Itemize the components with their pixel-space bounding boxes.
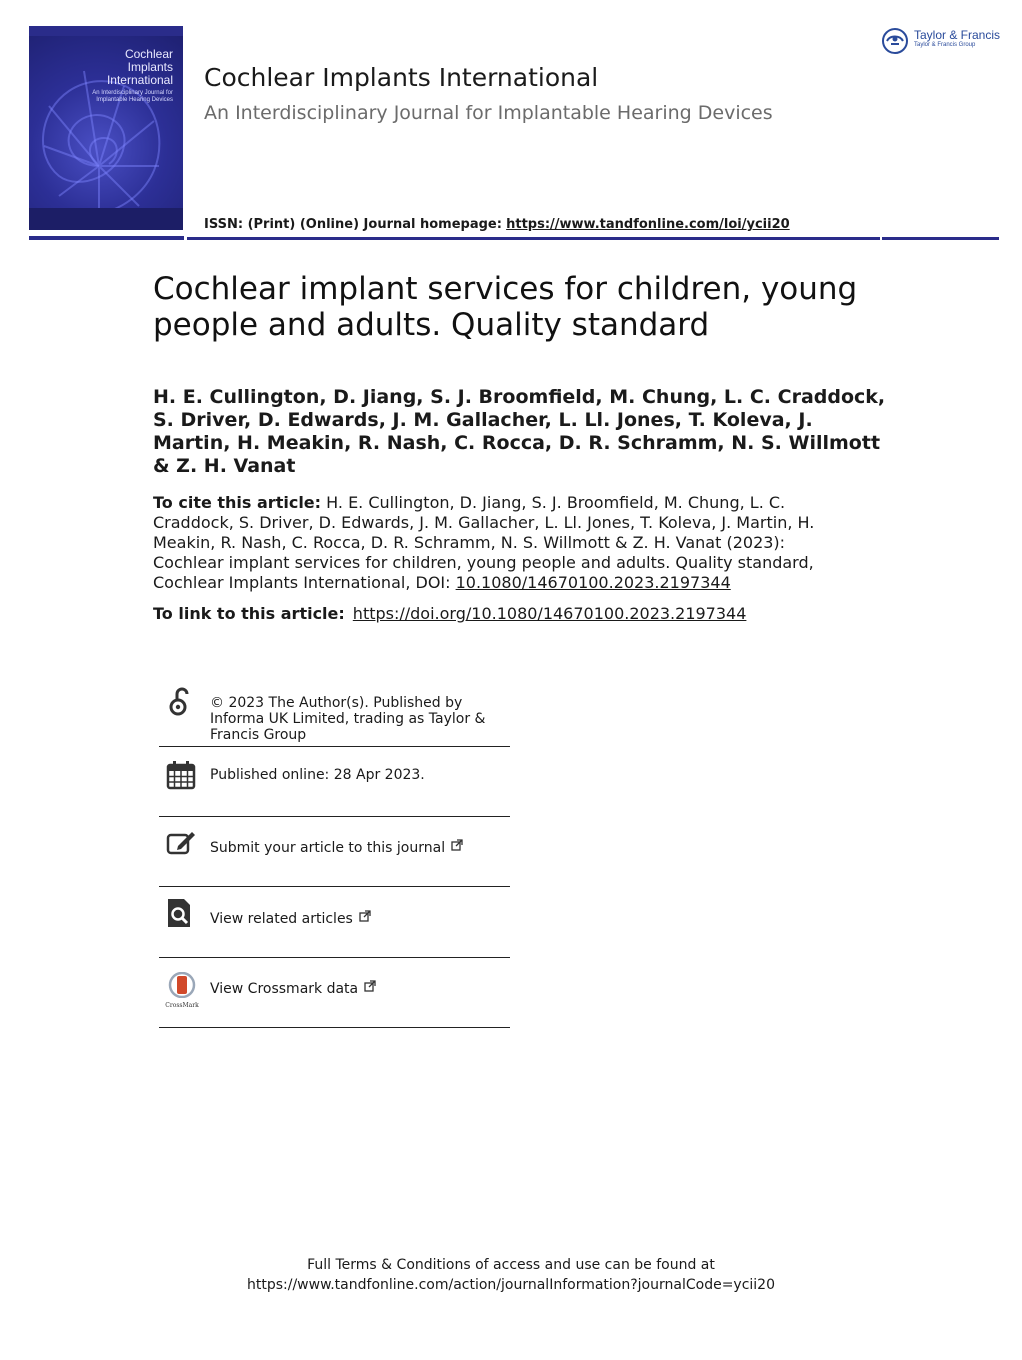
taylor-francis-logo: [880, 26, 1002, 56]
cover-title: Cochlear Implants International: [106, 47, 173, 87]
crossmark-row[interactable]: [159, 958, 510, 1028]
footer-line-1: Full Terms & Conditions of access and use can be found at: [307, 1257, 715, 1273]
calendar-icon: [165, 759, 197, 791]
article-doi-url[interactable]: https://doi.org/10.1080/14670100.2023.2197344: [352, 604, 747, 623]
taylor-francis-name: Taylor & Francis: [914, 28, 1001, 42]
cite-label: To cite this article:: [153, 493, 322, 512]
crossmark-link[interactable]: [210, 980, 376, 997]
open-access-icon: [165, 686, 197, 718]
article-title: Cochlear implant services for children, young people and adults. Quality standard: [153, 271, 858, 343]
related-articles-row[interactable]: [159, 887, 510, 958]
cite-text: H. E. Cullington, D. Jiang, S. J. Broomfield, M. Chung, L. C. Craddock, S. Driver, D. Edwards, J. M. Gallacher, L. Ll. Jones, T. Koleva, J. Martin, H. Meakin, R. Nash, C. Rocca, D. R. Schramm, N. S. Willmott & Z. H. Vanat (2023): Cochlear implant services for children, young people and adults. Quality standard, Cochlear Implants International, DOI:: [153, 493, 815, 592]
edit-icon: [165, 827, 197, 859]
submit-article-link[interactable]: [210, 839, 463, 856]
external-link-icon: [359, 910, 371, 922]
author-list: H. E. Cullington, D. Jiang, S. J. Broomfield, M. Chung, L. C. Craddock, S. Driver, D. Edwards, J. M. Gallacher, L. Ll. Jones, T. Koleva, J. Martin, H. Meakin, R. Nash, C. Rocca, D. R. Schramm, N. S. Willmott & Z. H. Vanat: [153, 386, 886, 477]
cite-doi-link[interactable]: 10.1080/14670100.2023.2197344: [455, 573, 731, 592]
submit-article-label: Submit your article to this journal: [210, 840, 446, 856]
footer-terms-url[interactable]: https://www.tandfonline.com/action/journalInformation?journalCode=ycii20: [246, 1277, 775, 1293]
crossmark-label: View Crossmark data: [210, 981, 359, 997]
submit-article-row[interactable]: [159, 817, 510, 887]
issn-label: ISSN: (Print) (Online) Journal homepage:: [204, 217, 502, 232]
header-divider-left: [29, 236, 184, 240]
open-access-text: © 2023 The Author(s). Published by Informa UK Limited, trading as Taylor & Francis Group: [210, 695, 486, 743]
header-divider-middle: [187, 237, 880, 240]
journal-cover-image: [29, 26, 183, 230]
external-link-icon: [364, 980, 376, 992]
header-divider-right: [882, 237, 999, 240]
taylor-francis-emblem-icon: [880, 26, 910, 56]
cover-subtitle: An Interdisciplinary Journal for Implantable Hearing Devices: [92, 90, 173, 103]
published-row: [159, 747, 510, 817]
journal-subtitle: An Interdisciplinary Journal for Implantable Hearing Devices: [204, 102, 773, 124]
article-link-line: [153, 604, 746, 623]
crossmark-badge-icon: [165, 972, 199, 998]
taylor-francis-group: Taylor & Francis Group: [914, 42, 976, 48]
link-label: To link to this article:: [153, 604, 345, 623]
related-articles-link[interactable]: [210, 910, 371, 927]
footer-terms: [0, 1255, 1022, 1295]
issn-line: [204, 217, 790, 232]
open-access-row: [159, 686, 510, 747]
citation-block: [153, 493, 853, 593]
crossmark-icon: [165, 972, 199, 1008]
published-date-text: Published online: 28 Apr 2023.: [210, 767, 425, 783]
crossmark-logo-text: CrossMark: [165, 1002, 199, 1009]
external-link-icon: [451, 839, 463, 851]
related-articles-label: View related articles: [210, 911, 353, 927]
journal-title: Cochlear Implants International: [204, 63, 599, 92]
journal-homepage-link[interactable]: https://www.tandfonline.com/loi/ycii20: [506, 217, 790, 232]
search-document-icon: [165, 897, 197, 929]
cover-bottom-band: [29, 208, 183, 230]
